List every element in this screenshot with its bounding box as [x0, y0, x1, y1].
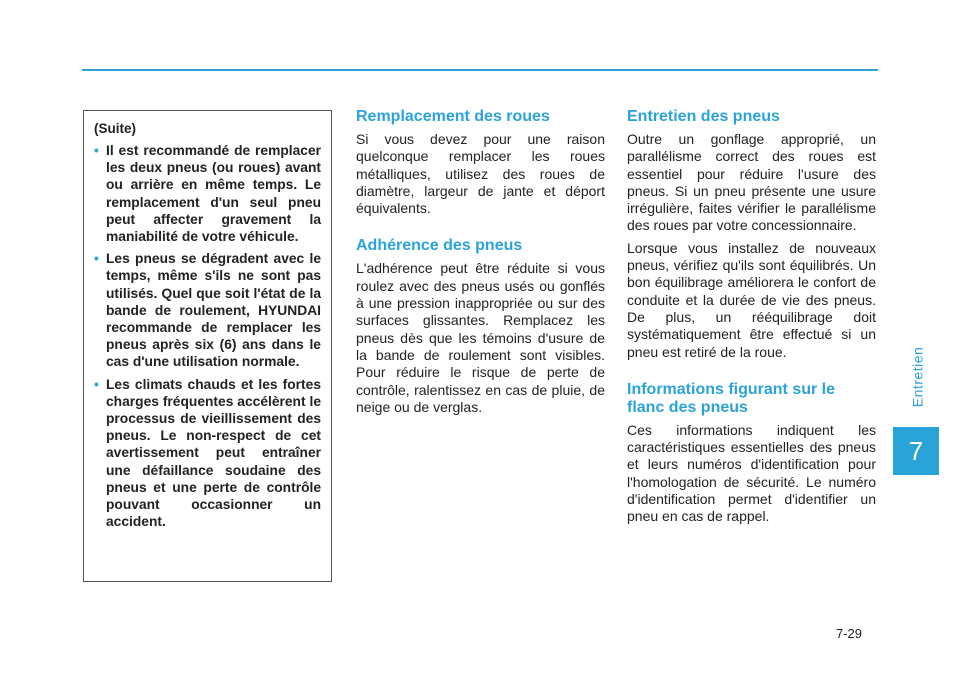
- warning-list: [94, 142, 321, 530]
- section-title-adherence: Adhérence des pneus: [356, 237, 523, 255]
- section-title-remplacement: Remplacement des roues: [356, 108, 550, 125]
- section-paragraph: L'adhérence peut être réduite si vous roulez avec des pneus usés ou gonflés à une pression inappropriée ou sur des surfaces glissantes. Remplacez les pneus dès que les témoins d'usure de la bande de roulement sont visibles. Pour réduire le risque de perte de contrôle, ralentissez en cas de pluie, de neige ou de verglas.: [356, 260, 605, 415]
- section-paragraph: Ces informations indiquent les caractéristiques essentielles des pneus et leurs numéros d'identification pour l'homologation de sécurité. Le numéro d'identification permet d'identifier un pneu en cas de rappel.: [627, 421, 876, 525]
- warning-item: [94, 250, 321, 370]
- warning-item: [94, 376, 321, 531]
- chapter-tab-text: Entretien: [909, 346, 926, 408]
- bullet-icon: •: [94, 251, 99, 267]
- section-title-entretien: Entretien des pneus: [627, 108, 780, 125]
- warning-item-text: Les pneus se dégradent avec le temps, même s'ils ne sont pas utilisés. Quel que soit l'état de la bande de roulement, HYUNDAI recommande de remplacer les pneus après six (6) ans dans le cas d'une utilisation normale.: [106, 251, 321, 370]
- chapter-number-badge: 7: [893, 427, 939, 475]
- bullet-icon: •: [94, 376, 99, 392]
- chapter-tab-label: [905, 332, 929, 422]
- warning-heading: (Suite): [94, 121, 136, 136]
- right-column: [627, 108, 876, 531]
- warning-item-text: Il est recommandé de remplacer les deux pneus (ou roues) avant ou arrière en même temps. Le remplacement d'un seul pneu peut affecter gravement la maniabilité de votre véhicule.: [106, 143, 321, 245]
- section-paragraph: Outre un gonflage approprié, un parallélisme correct des roues est essentiel pour réduire l'usure des pneus. Si un pneu présente une usure irrégulière, faites vérifier le parallélisme des roues par votre concessionnaire.: [627, 131, 876, 234]
- section-paragraph: Si vous devez pour une raison quelconque remplacer les roues métalliques, utilisez des roues de diamètre, largeur de jante et déport équivalents.: [356, 131, 605, 217]
- middle-column: [356, 108, 605, 421]
- warning-item-text: Les climats chauds et les fortes charges fréquentes accélèrent le processus de vieillissement des pneus. Le non-respect de cet avertissement peut entraîner une défaillance soudaine des pneus et une perte de contrôle pouvant occasionner un accident.: [106, 376, 321, 530]
- bullet-icon: •: [94, 143, 99, 158]
- warning-box: [83, 110, 332, 582]
- warning-item: [94, 142, 321, 245]
- section-paragraph: Lorsque vous installez de nouveaux pneus, vérifiez qu'ils sont équilibrés. Un bon équilibrage améliorera le confort de conduite et la durée de vie des pneus. De plus, un rééquilibrage doit systématiquement être effectué si un pneu est retiré de la roue.: [627, 239, 876, 360]
- header-rule: [82, 69, 878, 71]
- page-number: 7-29: [836, 626, 863, 641]
- section-title-informations: Informations figurant sur le flanc des pneus: [627, 380, 836, 416]
